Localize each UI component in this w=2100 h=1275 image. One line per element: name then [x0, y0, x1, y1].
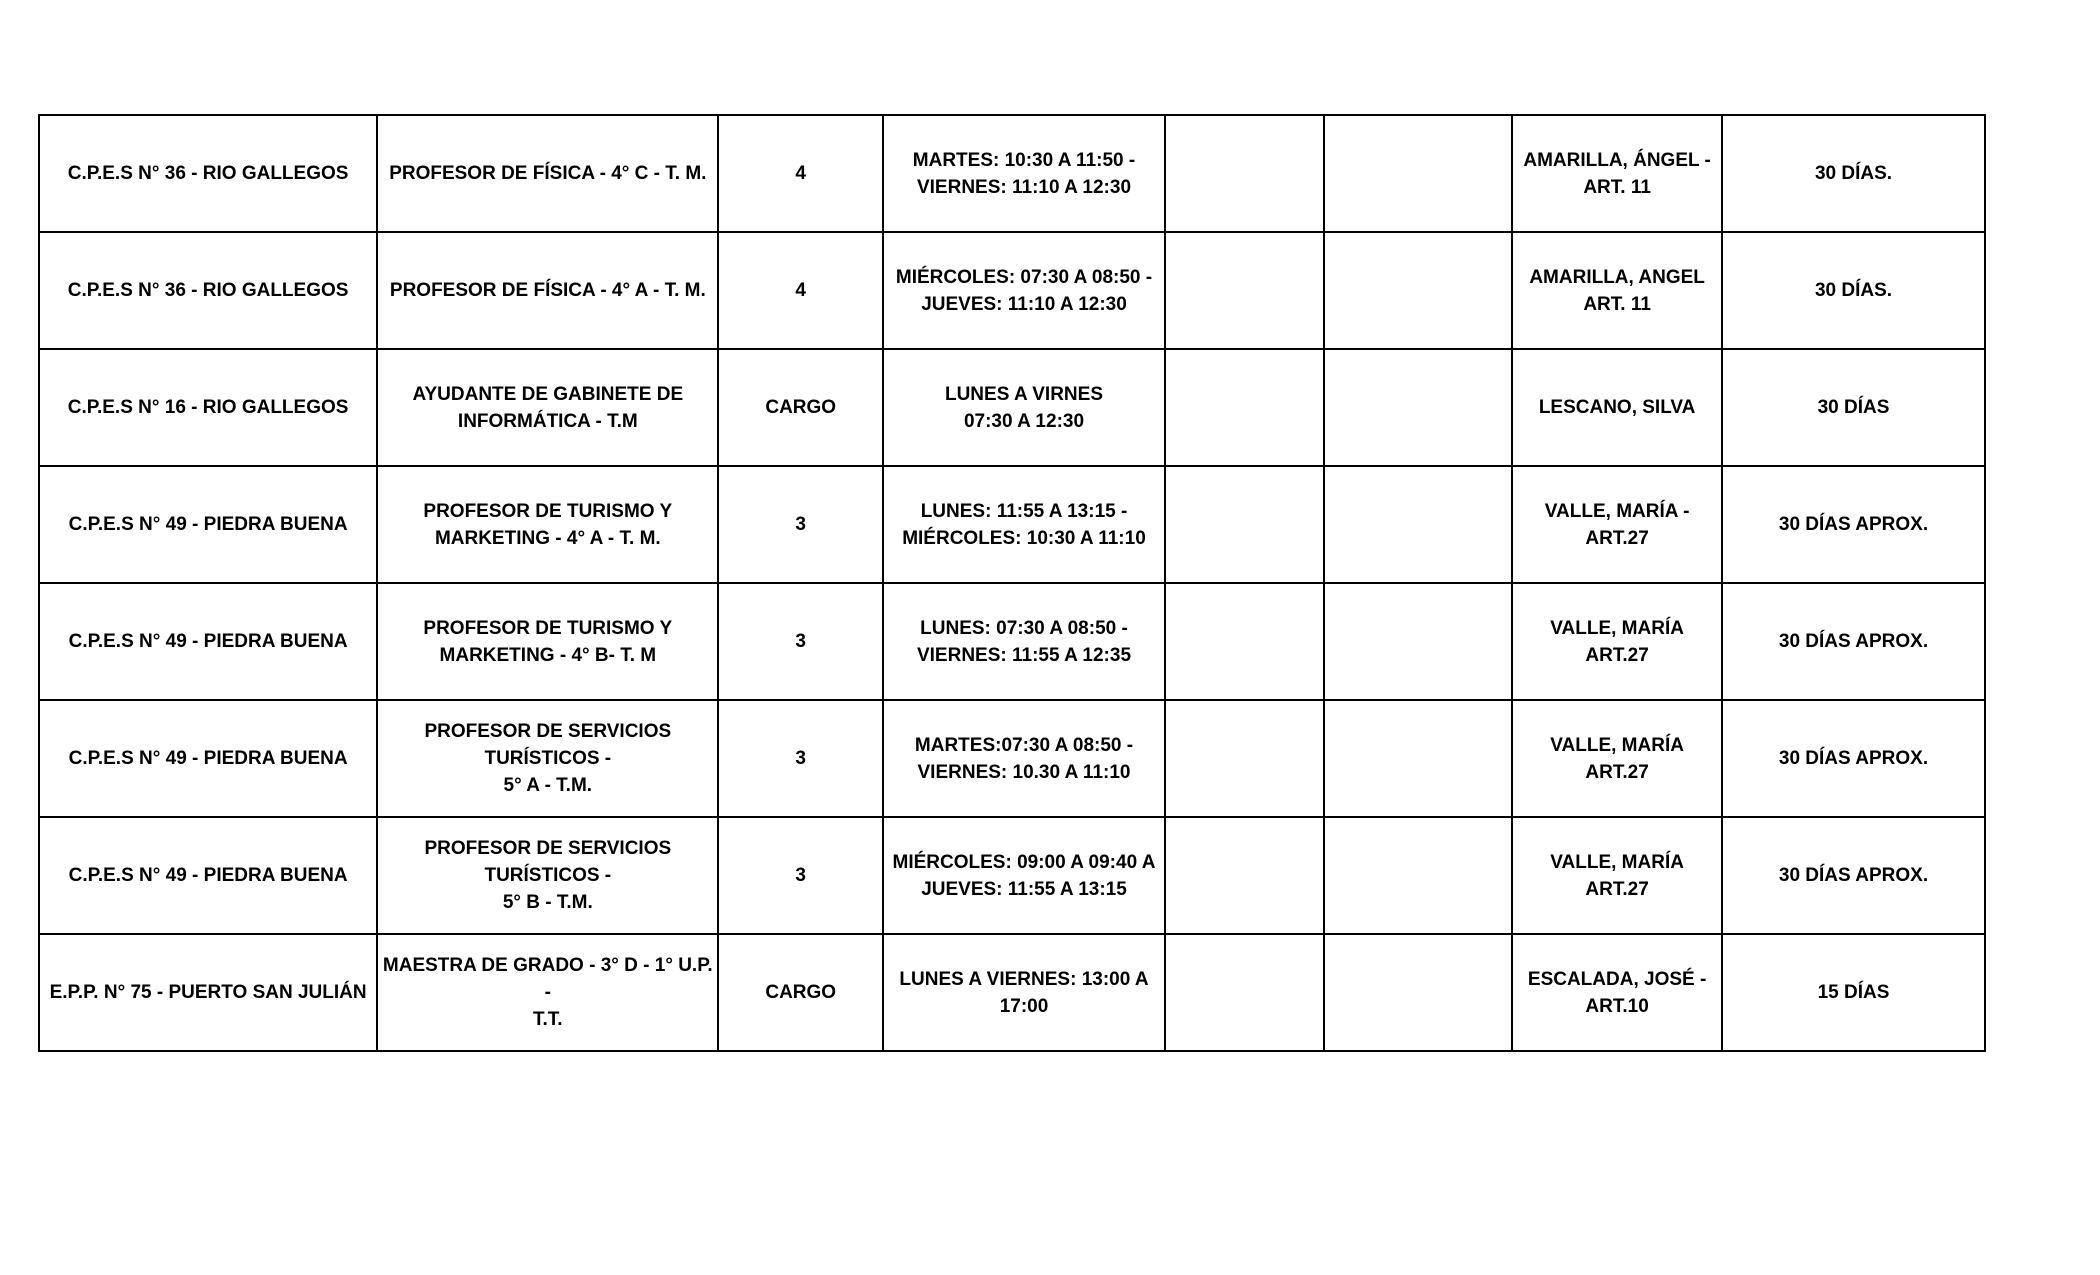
holder-cell: VALLE, MARÍA ART.27 — [1512, 700, 1722, 817]
position-cell: PROFESOR DE FÍSICA - 4° C - T. M. — [377, 115, 718, 232]
schedule-cell: MIÉRCOLES: 07:30 A 08:50 - JUEVES: 11:10 A 12:30 — [883, 232, 1165, 349]
schedule-cell: LUNES A VIERNES: 13:00 A 17:00 — [883, 934, 1165, 1051]
empty-cell-6 — [1324, 934, 1513, 1051]
empty-cell-6 — [1324, 466, 1513, 583]
school-cell: C.P.E.S N° 36 - RIO GALLEGOS — [39, 232, 377, 349]
empty-cell-6 — [1324, 115, 1513, 232]
schedule-cell: LUNES: 07:30 A 08:50 - VIERNES: 11:55 A 12:35 — [883, 583, 1165, 700]
hours-cell: 4 — [718, 232, 883, 349]
hours-cell: CARGO — [718, 349, 883, 466]
position-cell: PROFESOR DE SERVICIOS TURÍSTICOS - 5° B - T.M. — [377, 817, 718, 934]
table-row — [39, 583, 1985, 700]
duration-cell: 30 DÍAS APROX. — [1722, 583, 1985, 700]
empty-cell-6 — [1324, 700, 1513, 817]
table-row — [39, 466, 1985, 583]
position-cell: PROFESOR DE TURISMO Y MARKETING - 4° B- T. M — [377, 583, 718, 700]
empty-cell-5 — [1165, 232, 1324, 349]
school-cell: C.P.E.S N° 49 - PIEDRA BUENA — [39, 583, 377, 700]
hours-cell: 3 — [718, 817, 883, 934]
empty-cell-6 — [1324, 232, 1513, 349]
position-cell: AYUDANTE DE GABINETE DE INFORMÁTICA - T.M — [377, 349, 718, 466]
school-cell: C.P.E.S N° 16 - RIO GALLEGOS — [39, 349, 377, 466]
table-row — [39, 934, 1985, 1051]
empty-cell-5 — [1165, 115, 1324, 232]
empty-cell-5 — [1165, 466, 1324, 583]
schedule-cell: LUNES A VIRNES 07:30 A 12:30 — [883, 349, 1165, 466]
duration-cell: 30 DÍAS. — [1722, 232, 1985, 349]
duration-cell: 30 DÍAS. — [1722, 115, 1985, 232]
holder-cell: AMARILLA, ÁNGEL - ART. 11 — [1512, 115, 1722, 232]
school-cell: C.P.E.S N° 49 - PIEDRA BUENA — [39, 700, 377, 817]
school-cell: C.P.E.S N° 49 - PIEDRA BUENA — [39, 817, 377, 934]
schedule-cell: MIÉRCOLES: 09:00 A 09:40 A JUEVES: 11:55 A 13:15 — [883, 817, 1165, 934]
empty-cell-5 — [1165, 700, 1324, 817]
empty-cell-6 — [1324, 583, 1513, 700]
empty-cell-5 — [1165, 349, 1324, 466]
vacancy-table — [38, 114, 1986, 1052]
table-row — [39, 817, 1985, 934]
hours-cell: 3 — [718, 466, 883, 583]
holder-cell: AMARILLA, ANGEL ART. 11 — [1512, 232, 1722, 349]
empty-cell-6 — [1324, 349, 1513, 466]
hours-cell: 3 — [718, 700, 883, 817]
duration-cell: 15 DÍAS — [1722, 934, 1985, 1051]
table-row — [39, 700, 1985, 817]
holder-cell: ESCALADA, JOSÉ - ART.10 — [1512, 934, 1722, 1051]
empty-cell-6 — [1324, 817, 1513, 934]
holder-cell: VALLE, MARÍA - ART.27 — [1512, 466, 1722, 583]
holder-cell: LESCANO, SILVA — [1512, 349, 1722, 466]
schedule-cell: LUNES: 11:55 A 13:15 - MIÉRCOLES: 10:30 A 11:10 — [883, 466, 1165, 583]
holder-cell: VALLE, MARÍA ART.27 — [1512, 817, 1722, 934]
table-row — [39, 115, 1985, 232]
school-cell: E.P.P. N° 75 - PUERTO SAN JULIÁN — [39, 934, 377, 1051]
school-cell: C.P.E.S N° 36 - RIO GALLEGOS — [39, 115, 377, 232]
hours-cell: 4 — [718, 115, 883, 232]
holder-cell: VALLE, MARÍA ART.27 — [1512, 583, 1722, 700]
position-cell: PROFESOR DE TURISMO Y MARKETING - 4° A - T. M. — [377, 466, 718, 583]
empty-cell-5 — [1165, 817, 1324, 934]
duration-cell: 30 DÍAS APROX. — [1722, 817, 1985, 934]
schedule-cell: MARTES: 10:30 A 11:50 - VIERNES: 11:10 A 12:30 — [883, 115, 1165, 232]
school-cell: C.P.E.S N° 49 - PIEDRA BUENA — [39, 466, 377, 583]
empty-cell-5 — [1165, 583, 1324, 700]
table-row — [39, 349, 1985, 466]
position-cell: PROFESOR DE FÍSICA - 4° A - T. M. — [377, 232, 718, 349]
duration-cell: 30 DÍAS APROX. — [1722, 466, 1985, 583]
table-row — [39, 232, 1985, 349]
duration-cell: 30 DÍAS — [1722, 349, 1985, 466]
position-cell: MAESTRA DE GRADO - 3° D - 1° U.P. - T.T. — [377, 934, 718, 1051]
hours-cell: 3 — [718, 583, 883, 700]
duration-cell: 30 DÍAS APROX. — [1722, 700, 1985, 817]
schedule-cell: MARTES:07:30 A 08:50 - VIERNES: 10.30 A 11:10 — [883, 700, 1165, 817]
hours-cell: CARGO — [718, 934, 883, 1051]
empty-cell-5 — [1165, 934, 1324, 1051]
position-cell: PROFESOR DE SERVICIOS TURÍSTICOS - 5° A - T.M. — [377, 700, 718, 817]
